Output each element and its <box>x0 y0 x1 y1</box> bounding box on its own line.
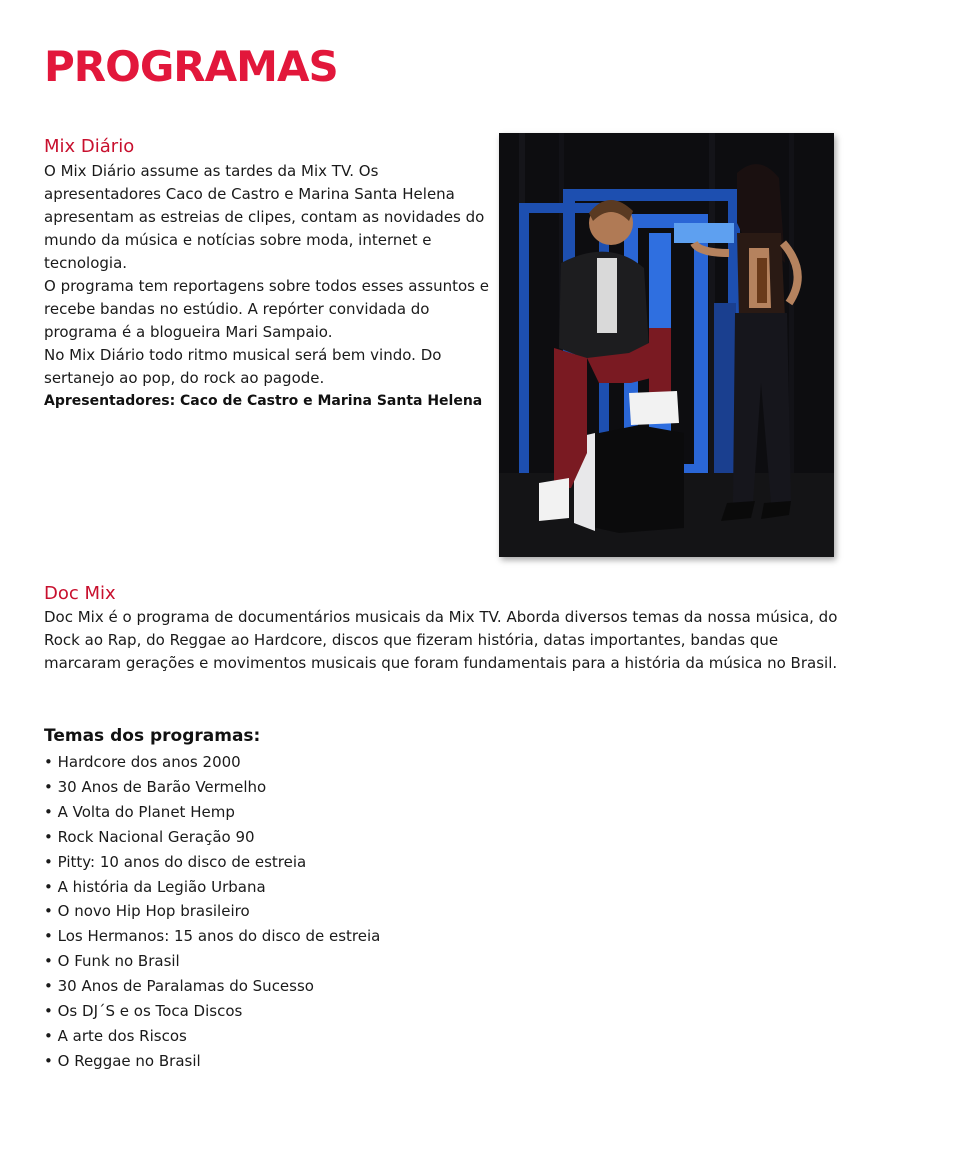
mix-diario-paragraph: No Mix Diário todo ritmo musical será bem vindo. Do sertanejo ao pop, do rock ao pagode. <box>44 346 442 387</box>
mix-diario-title: Mix Diário <box>44 136 135 157</box>
list-item: • 30 Anos de Paralamas do Sucesso <box>44 974 380 999</box>
list-item: • A Volta do Planet Hemp <box>44 800 380 825</box>
topics-title: Temas dos programas: <box>44 726 261 746</box>
page-title: PROGRAMAS <box>44 42 338 91</box>
mix-diario-paragraph: O programa tem reportagens sobre todos esses assuntos e recebe bandas no estúdio. A repórter convidada do programa é a blogueira Mari Sampaio. <box>44 277 489 341</box>
list-item: • O novo Hip Hop brasileiro <box>44 899 380 924</box>
doc-mix-description: Doc Mix é o programa de documentários musicais da Mix TV. Aborda diversos temas da nossa música, do Rock ao Rap, do Reggae ao Hardcore, discos que fizeram história, datas importantes, bandas que marcaram gerações e movimentos musicais que foram fundamentais para a história da música no Brasil. <box>44 608 838 672</box>
list-item: • O Funk no Brasil <box>44 949 380 974</box>
topics-list <box>44 750 380 1074</box>
list-item: • Pitty: 10 anos do disco de estreia <box>44 850 380 875</box>
list-item: • O Reggae no Brasil <box>44 1049 380 1074</box>
list-item: • A arte dos Riscos <box>44 1024 380 1049</box>
list-item: • Rock Nacional Geração 90 <box>44 825 380 850</box>
list-item: • A história da Legião Urbana <box>44 875 380 900</box>
list-item: • Hardcore dos anos 2000 <box>44 750 380 775</box>
doc-mix-title: Doc Mix <box>44 583 116 604</box>
list-item: • Os DJ´S e os Toca Discos <box>44 999 380 1024</box>
mix-diario-hosts-photo <box>499 133 834 557</box>
mix-diario-description <box>44 160 489 413</box>
mix-diario-paragraph: O Mix Diário assume as tardes da Mix TV. Os apresentadores Caco de Castro e Marina Santa Helena apresentam as estreias de clipes, contam as novidades do mundo da música e notícias sobre moda, internet e tecnologia. <box>44 162 485 272</box>
mix-diario-hosts: Apresentadores: Caco de Castro e Marina Santa Helena <box>44 393 483 409</box>
list-item: • Los Hermanos: 15 anos do disco de estreia <box>44 924 380 949</box>
list-item: • 30 Anos de Barão Vermelho <box>44 775 380 800</box>
